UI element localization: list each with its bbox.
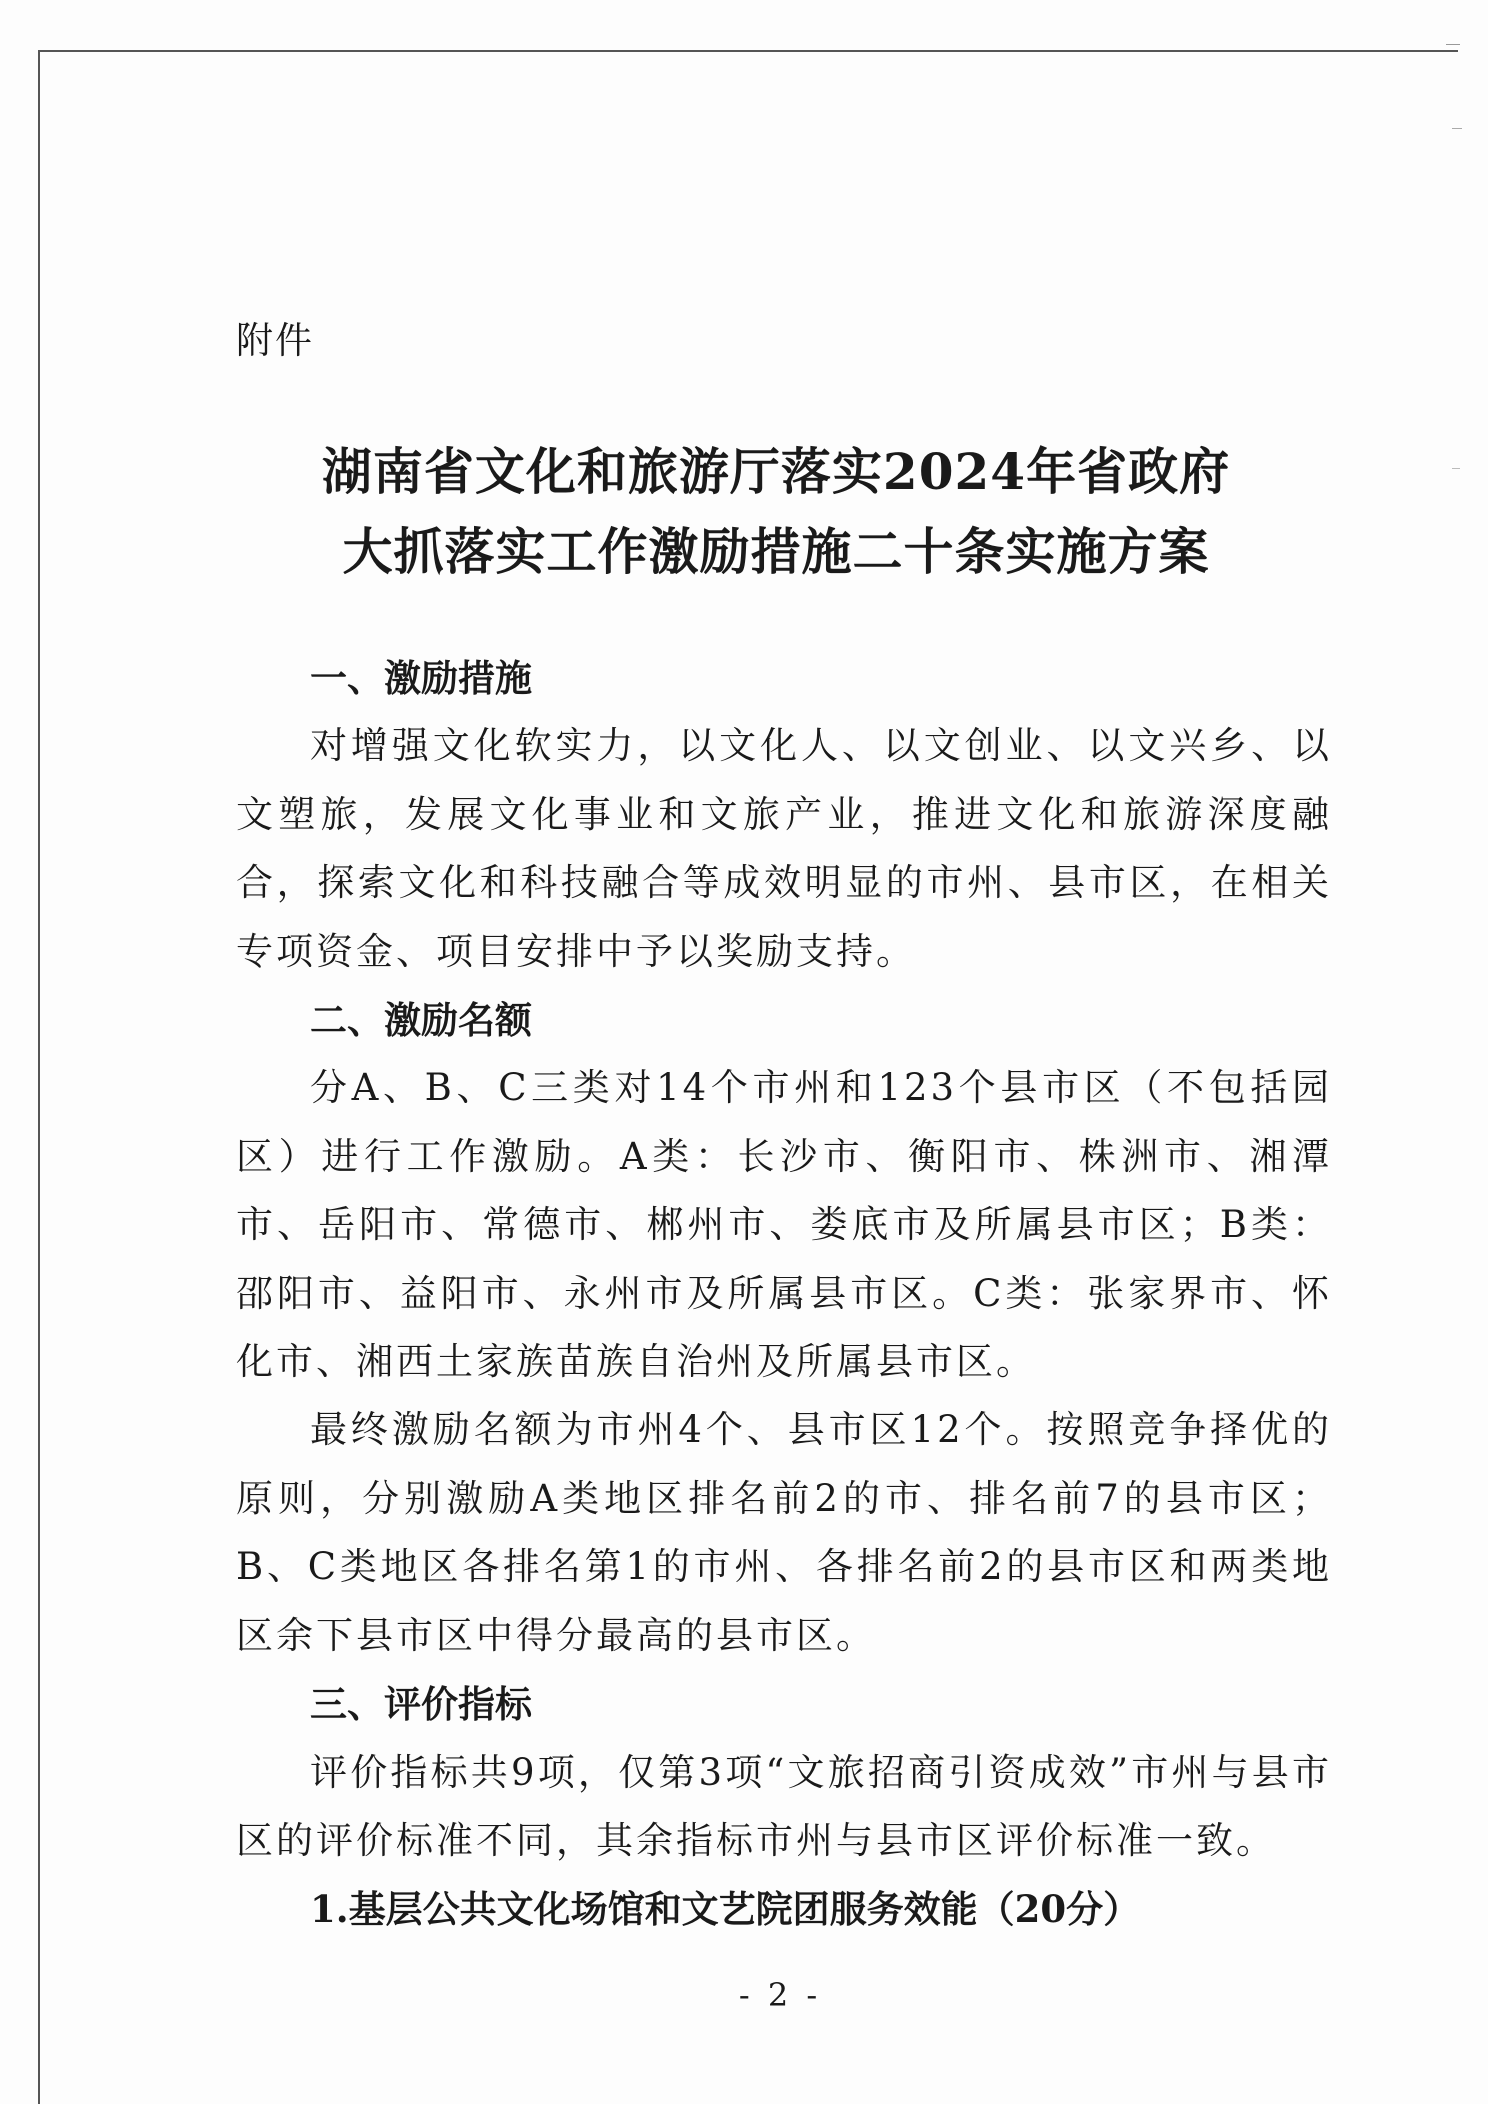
scan-edge-left xyxy=(38,50,40,2104)
section-1-paragraph: 对增强文化软实力，以文化人、以文创业、以文兴乡、以文塑旅，发展文化事业和文旅产业，推进文化和旅游深度融合，探索文化和科技融合等成效明显的市州、县市区，在相关专项资金、项目安排中予以奖励支持。 xyxy=(236,724,1332,973)
title-line-1: 湖南省文化和旅游厅落实2024年省政府 xyxy=(321,442,1231,501)
document-title xyxy=(236,432,1316,592)
scan-edge-top xyxy=(38,50,1458,52)
scan-mark xyxy=(1452,128,1462,129)
section-2-paragraph-1: 分A、B、C三类对14个市州和123个县市区（不包括园区）进行工作激励。A类：长沙市、衡阳市、株洲市、湘潭市、岳阳市、常德市、郴州市、娄底市及所属县市区；B类：邵阳市、益阳市、永州市及所属县市区。C类：张家界市、怀化市、湘西土家族苗族自治州及所属县市区。 xyxy=(236,1066,1332,1384)
document-body xyxy=(236,644,1332,1944)
scan-mark xyxy=(1452,468,1460,469)
attachment-label: 附件 xyxy=(236,319,314,362)
section-1-heading: 一、激励措施 xyxy=(310,656,532,700)
page-number: - 2 - xyxy=(738,1976,822,2014)
title-line-2: 大抓落实工作激励措施二十条实施方案 xyxy=(342,522,1210,581)
section-3-item-1-heading: 1.基层公共文化场馆和文艺院团服务效能（20分） xyxy=(310,1887,1141,1932)
section-2-heading: 二、激励名额 xyxy=(310,998,532,1043)
section-3-paragraph: 评价指标共9项，仅第3项“文旅招商引资成效”市州与县市区的评价标准不同，其余指标市州与县市区评价标准一致。 xyxy=(236,1750,1332,1862)
scan-mark xyxy=(1446,44,1460,45)
section-2-paragraph-2: 最终激励名额为市州4个、县市区12个。按照竞争择优的原则，分别激励A类地区排名前2的市、排名前7的县市区；B、C类地区各排名第1的市州、各排名前2的县市区和两类地区余下县市区中得分最高的县市区。 xyxy=(236,1408,1332,1657)
section-3-heading: 三、评价指标 xyxy=(310,1682,532,1727)
